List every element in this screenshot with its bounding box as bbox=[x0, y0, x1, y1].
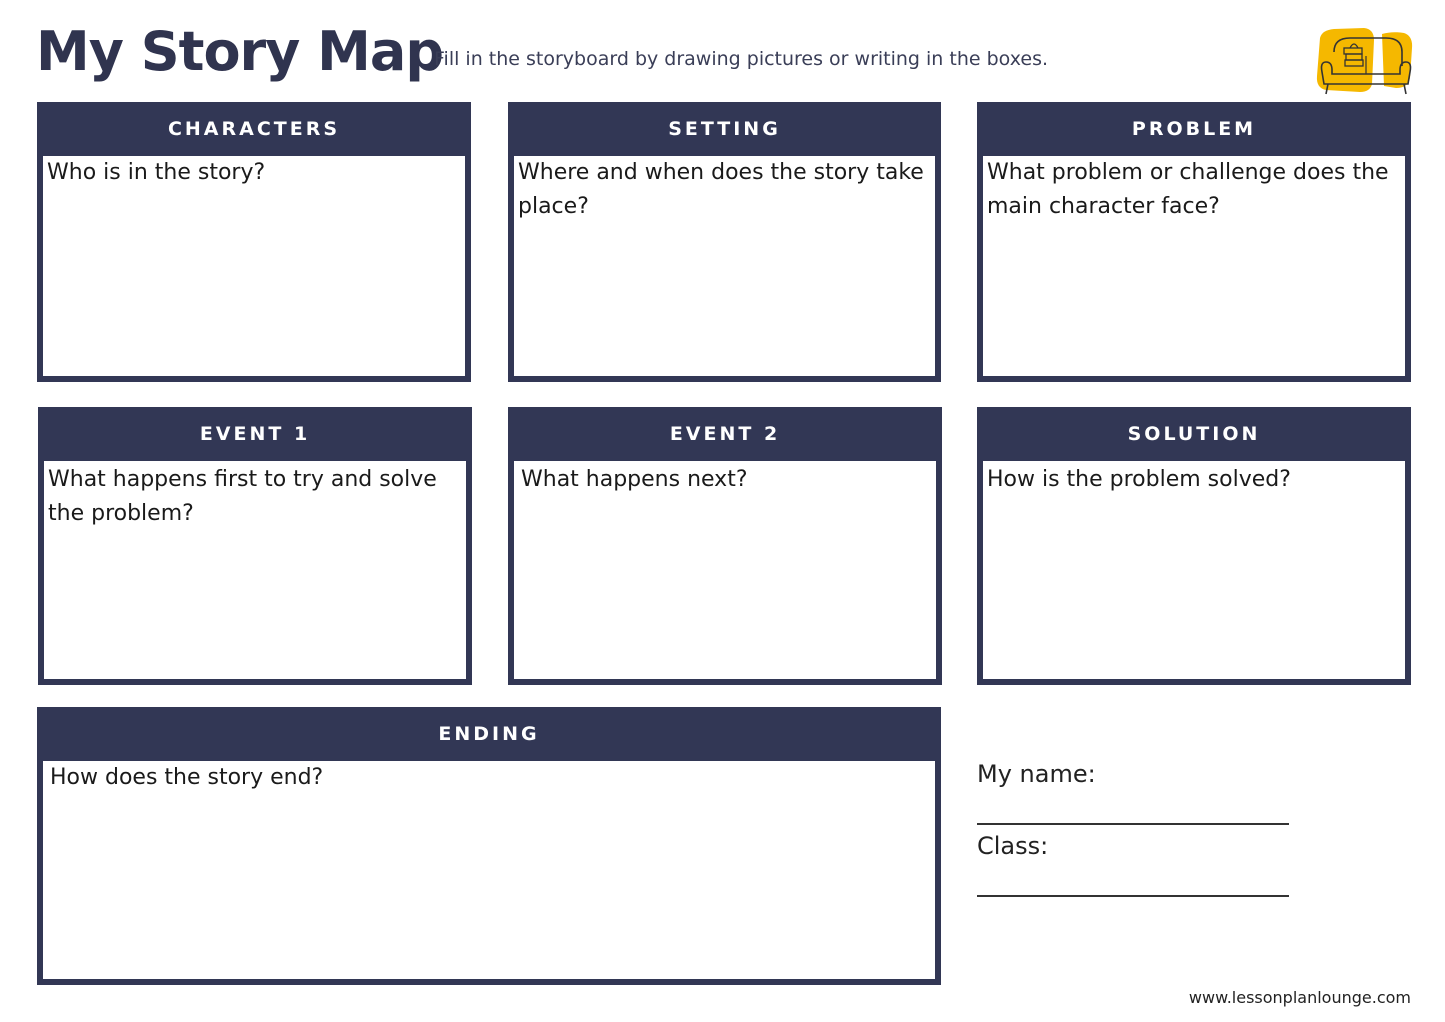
problem-header: PROBLEM bbox=[977, 102, 1411, 156]
setting-question: Where and when does the story take place? bbox=[518, 160, 924, 219]
setting-header: SETTING bbox=[508, 102, 941, 156]
characters-header: CHARACTERS bbox=[37, 102, 471, 156]
problem-box[interactable] bbox=[977, 102, 1411, 382]
sofa-books-icon bbox=[1312, 26, 1422, 96]
characters-question: Who is in the story? bbox=[47, 160, 266, 185]
class-line[interactable] bbox=[977, 895, 1289, 897]
event-2-question: What happens next? bbox=[521, 467, 748, 492]
name-label: My name: bbox=[977, 760, 1096, 788]
page-title: My Story Map bbox=[36, 20, 444, 83]
name-line[interactable] bbox=[977, 823, 1289, 825]
event-1-question: What happens first to try and solve the problem? bbox=[48, 467, 437, 526]
ending-header: ENDING bbox=[37, 707, 941, 761]
solution-question: How is the problem solved? bbox=[987, 467, 1291, 492]
problem-question: What problem or challenge does the main character face? bbox=[987, 160, 1389, 219]
event-1-header: EVENT 1 bbox=[38, 407, 472, 461]
event-2-header: EVENT 2 bbox=[508, 407, 942, 461]
ending-box[interactable] bbox=[37, 707, 941, 985]
solution-box[interactable] bbox=[977, 407, 1411, 685]
characters-box[interactable] bbox=[37, 102, 471, 382]
event-1-box[interactable] bbox=[38, 407, 472, 685]
ending-question: How does the story end? bbox=[50, 765, 324, 790]
instructions: Fill in the storyboard by drawing pictures or writing in the boxes. bbox=[434, 48, 1049, 70]
solution-header: SOLUTION bbox=[977, 407, 1411, 461]
setting-box[interactable] bbox=[508, 102, 941, 382]
website-url: www.lessonplanlounge.com bbox=[1188, 988, 1411, 1007]
class-label: Class: bbox=[977, 832, 1049, 860]
event-2-box[interactable] bbox=[508, 407, 942, 685]
